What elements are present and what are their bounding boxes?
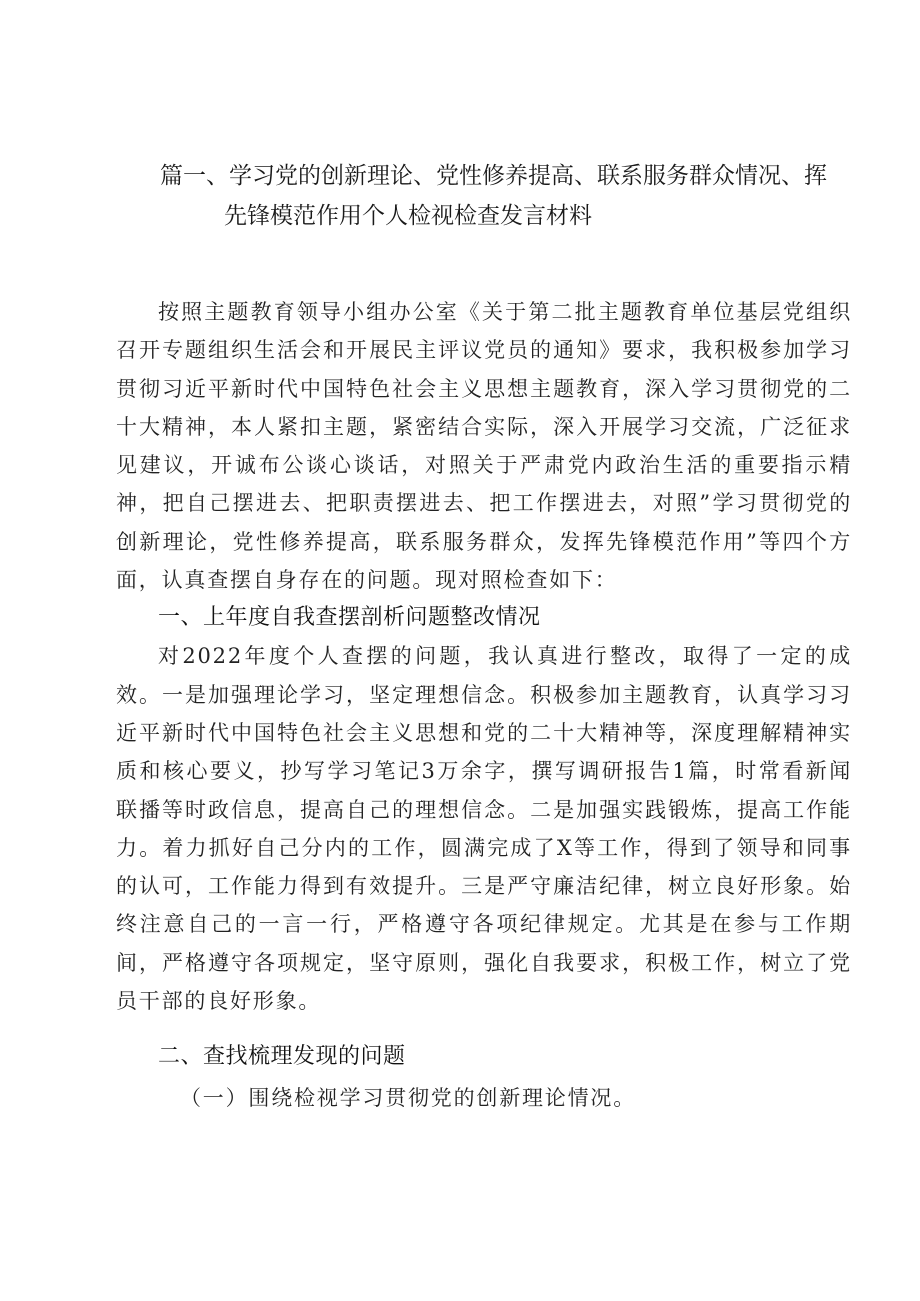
- section-1-heading: 一、上年度自我查摆剖析问题整改情况: [158, 605, 541, 631]
- section-2-heading: 二、查找梳理发现的问题: [158, 1044, 406, 1070]
- title-line-1: 篇一、学习党的创新理论、党性修养提高、联系服务群众情况、挥: [160, 163, 827, 189]
- intro-paragraph: 按照主题教育领导小组办公室《关于第二批主题教育单位基层党组织召开专题组织生活会和开展民主评议党员的通知》要求，我积极参加学习贯彻习近平新时代中国特色社会主义思想主题教育，深入学习贯彻党的二十大精神，本人紧扣主题，紧密结合实际，深入开展学习交流，广泛征求见建议，开诚布公谈心谈话，对照关于严肃党内政治生活的重要指示精神，把自己摆进去、把职责摆进去、把工作摆进去，对照”学习贯彻党的创新理论，党性修养提高，联系服务群众，发挥先锋模范作用”等四个方面，认真查摆自身存在的问题。现对照检查如下：: [116, 300, 852, 593]
- section-2-subheading-1: （一）围绕检视学习贯彻党的创新理论情况。: [180, 1086, 636, 1111]
- section-1-paragraph: 对2022年度个人查摆的问题，我认真进行整改，取得了一定的成效。一是加强理论学习，坚定理想信念。积极参加主题教育，认真学习习近平新时代中国特色社会主义思想和党的二十大精神等，深度理解精神实质和核心要义，抄写学习笔记3万余字，撰写调研报告1篇，时常看新闻联播等时政信息，提高自己的理想信念。二是加强实践锻炼，提高工作能力。着力抓好自己分内的工作，圆满完成了X等工作，得到了领导和同事的认可，工作能力得到有效提升。三是严守廉洁纪律，树立良好形象。始终注意自己的一言一行，严格遵守各项纪律规定。尤其是在参与工作期间，严格遵守各项规定，坚守原则，强化自我要求，积极工作，树立了党员干部的良好形象。: [116, 644, 852, 1014]
- document-body: [116, 293, 852, 1116]
- document-title: [160, 156, 860, 236]
- title-line-2: 先锋模范作用个人检视检查发言材料: [224, 203, 592, 229]
